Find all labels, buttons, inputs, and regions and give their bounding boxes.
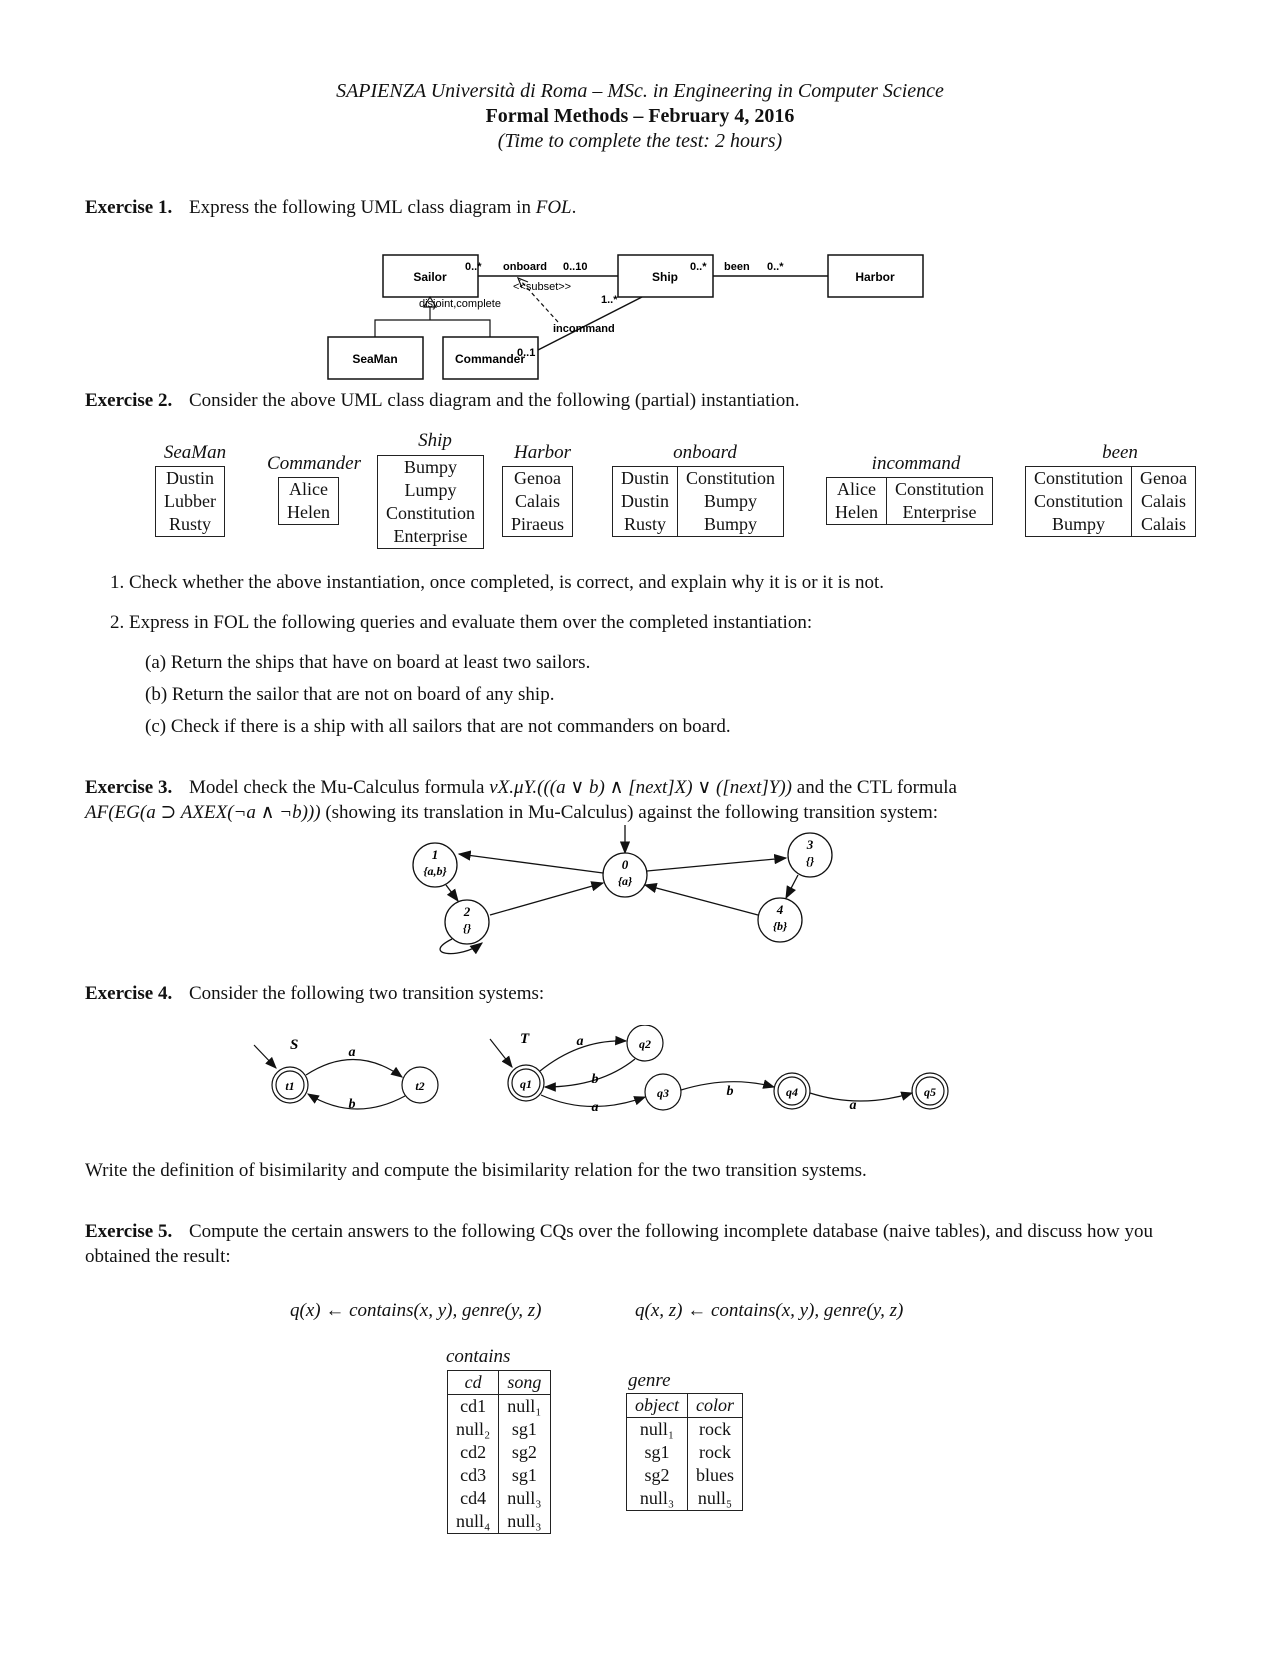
table-been: Constitution Genoa Constitution Calais Bumpy Calais	[1025, 466, 1196, 537]
svg-text:2: 2	[463, 904, 471, 919]
table-seaman: Dustin Lubber Rusty	[155, 466, 225, 537]
header-line-2: Formal Methods – February 4, 2016	[485, 105, 795, 127]
table-been-name: been	[1102, 442, 1138, 463]
svg-text:1: 1	[431, 847, 439, 862]
svg-text:q4: q4	[786, 1085, 798, 1099]
svg-text:{a,b}: {a,b}	[423, 864, 447, 878]
exercise-3-text: Exercise 3. Model check the Mu-Calculus formula νX.μY.(((a ∨ b) ∧ [next]X) ∨ ([next]Y)) and the CTL formula AF(EG(a ⊃ AXEX(¬a ∧ ¬b))) (showing its translation in Mu-Calculus) against the following transition system:	[85, 777, 957, 823]
table-incommand: Alice Constitution Helen Enterprise	[826, 477, 993, 525]
svg-text:{}: {}	[805, 854, 815, 868]
svg-text:{b}: {b}	[772, 919, 788, 933]
uml-class-diagram	[300, 240, 940, 380]
table-genre-name: genre	[628, 1370, 671, 1391]
ex2-item-1: 1. Check whether the above instantiation, once completed, is correct, and explain why it is or it is not.	[110, 572, 885, 593]
exercise-1-text: Exercise 1. Express the following UML class diagram in FOL.	[85, 197, 577, 218]
exercise-4-label: Exercise 4.	[85, 983, 173, 1004]
svg-text:been: been	[724, 261, 750, 273]
class-ship-label: Ship	[652, 270, 678, 284]
svg-text:q2: q2	[639, 1037, 651, 1051]
query-1: q(x) ← contains(x, y), genre(y, z)	[290, 1300, 542, 1321]
svg-text:0..*: 0..*	[465, 261, 482, 273]
svg-text:1..*: 1..*	[601, 294, 618, 306]
svg-text:{}: {}	[462, 921, 472, 935]
svg-text:a: a	[576, 1034, 584, 1049]
svg-text:0: 0	[621, 857, 629, 872]
ctl-formula: AF(EG(a ⊃ AXEX(¬a ∧ ¬b)))	[85, 802, 321, 823]
svg-text:b: b	[591, 1072, 599, 1087]
svg-text:4: 4	[776, 902, 784, 917]
table-incommand-name: incommand	[871, 453, 961, 474]
svg-text:0..*: 0..*	[767, 261, 784, 273]
ts-S-name: S	[290, 1037, 299, 1053]
exercise-4-question: Write the definition of bisimilarity and compute the bisimilarity relation for the two transition systems.	[85, 1160, 867, 1181]
table-harbor-name: Harbor	[513, 442, 571, 463]
header-line-3: (Time to complete the test: 2 hours)	[497, 130, 783, 152]
table-ship-name: Ship	[418, 430, 452, 451]
svg-text:t1: t1	[285, 1079, 295, 1093]
class-harbor-label: Harbor	[855, 270, 895, 284]
table-commander-name: Commander	[267, 453, 361, 474]
svg-text:a: a	[849, 1098, 857, 1113]
table-contains-name: contains	[446, 1346, 511, 1367]
table-commander: Alice Helen	[278, 477, 339, 525]
svg-text:b: b	[348, 1097, 356, 1112]
ex2-subitem-b: (b) Return the sailor that are not on board of any ship.	[145, 684, 555, 705]
ex2-subitem-a: (a) Return the ships that have on board at least two sailors.	[145, 652, 591, 673]
svg-text:disjoint,complete: disjoint,complete	[419, 298, 501, 310]
ex2-subitem-c: (c) Check if there is a ship with all sailors that are not commanders on board.	[145, 716, 731, 737]
svg-text:incommand: incommand	[553, 323, 615, 335]
svg-text:<<subset>>: <<subset>>	[513, 281, 572, 293]
svg-text:0..1: 0..1	[517, 347, 536, 359]
transition-systems-ex4	[250, 1025, 1000, 1135]
exercise-2-text: Exercise 2. Consider the above UML class diagram and the following (partial) instantiation.	[85, 390, 800, 411]
class-sailor-label: Sailor	[413, 270, 447, 284]
exercise-5-label: Exercise 5.	[85, 1221, 173, 1242]
svg-text:a: a	[591, 1100, 599, 1115]
table-seaman-name: SeaMan	[163, 442, 227, 463]
exercise-3-label: Exercise 3.	[85, 777, 173, 798]
query-2: q(x, z) ← contains(x, y), genre(y, z)	[635, 1300, 904, 1321]
exercise-1-label: Exercise 1.	[85, 197, 173, 218]
exercise-5-text: Exercise 5. Compute the certain answers to the following CQs over the following incomplete database (naive tables), and discuss how you obtained the result:	[85, 1221, 1154, 1267]
exercise-4-text: Exercise 4. Consider the following two transition systems:	[85, 983, 545, 1004]
class-seaman-label: SeaMan	[352, 352, 398, 366]
table-ship: Bumpy Lumpy Constitution Enterprise	[377, 455, 484, 549]
svg-text:q3: q3	[657, 1086, 669, 1100]
svg-text:{a}: {a}	[617, 874, 633, 888]
svg-text:3: 3	[806, 837, 814, 852]
table-contains: cd song cd1 null₁ null₂ sg1 cd2 sg2 cd3 sg1 cd4 null₃ null₄ null₃	[447, 1370, 551, 1534]
svg-text:0..10: 0..10	[563, 261, 588, 273]
svg-text:b: b	[726, 1084, 734, 1099]
ex2-item-2: 2. Express in FOL the following queries and evaluate them over the completed instantiation:	[110, 612, 813, 633]
transition-system-ex3	[390, 825, 860, 990]
svg-text:q5: q5	[924, 1085, 936, 1099]
svg-text:0..*: 0..*	[690, 261, 707, 273]
class-commander-label: Commander	[454, 352, 526, 366]
generalization-lines	[375, 320, 490, 337]
table-onboard-name: onboard	[673, 442, 737, 463]
header-line-1: SAPIENZA Università di Roma – MSc. in Engineering in Computer Science	[336, 80, 944, 102]
svg-text:a: a	[348, 1045, 356, 1060]
mu-formula: νX.μY.(((a ∨ b) ∧ [next]X) ∨ ([next]Y))	[489, 777, 793, 798]
table-genre: object color null₁ rock sg1 rock sg2 blues null₃ null₅	[626, 1393, 743, 1511]
svg-text:q1: q1	[520, 1077, 532, 1091]
table-harbor: Genoa Calais Piraeus	[502, 466, 573, 537]
ts-T-name: T	[520, 1031, 530, 1047]
svg-text:t2: t2	[415, 1079, 425, 1093]
svg-text:onboard: onboard	[503, 261, 547, 273]
exercise-2-label: Exercise 2.	[85, 390, 173, 411]
table-onboard: Dustin Constitution Dustin Bumpy Rusty Bumpy	[612, 466, 784, 537]
